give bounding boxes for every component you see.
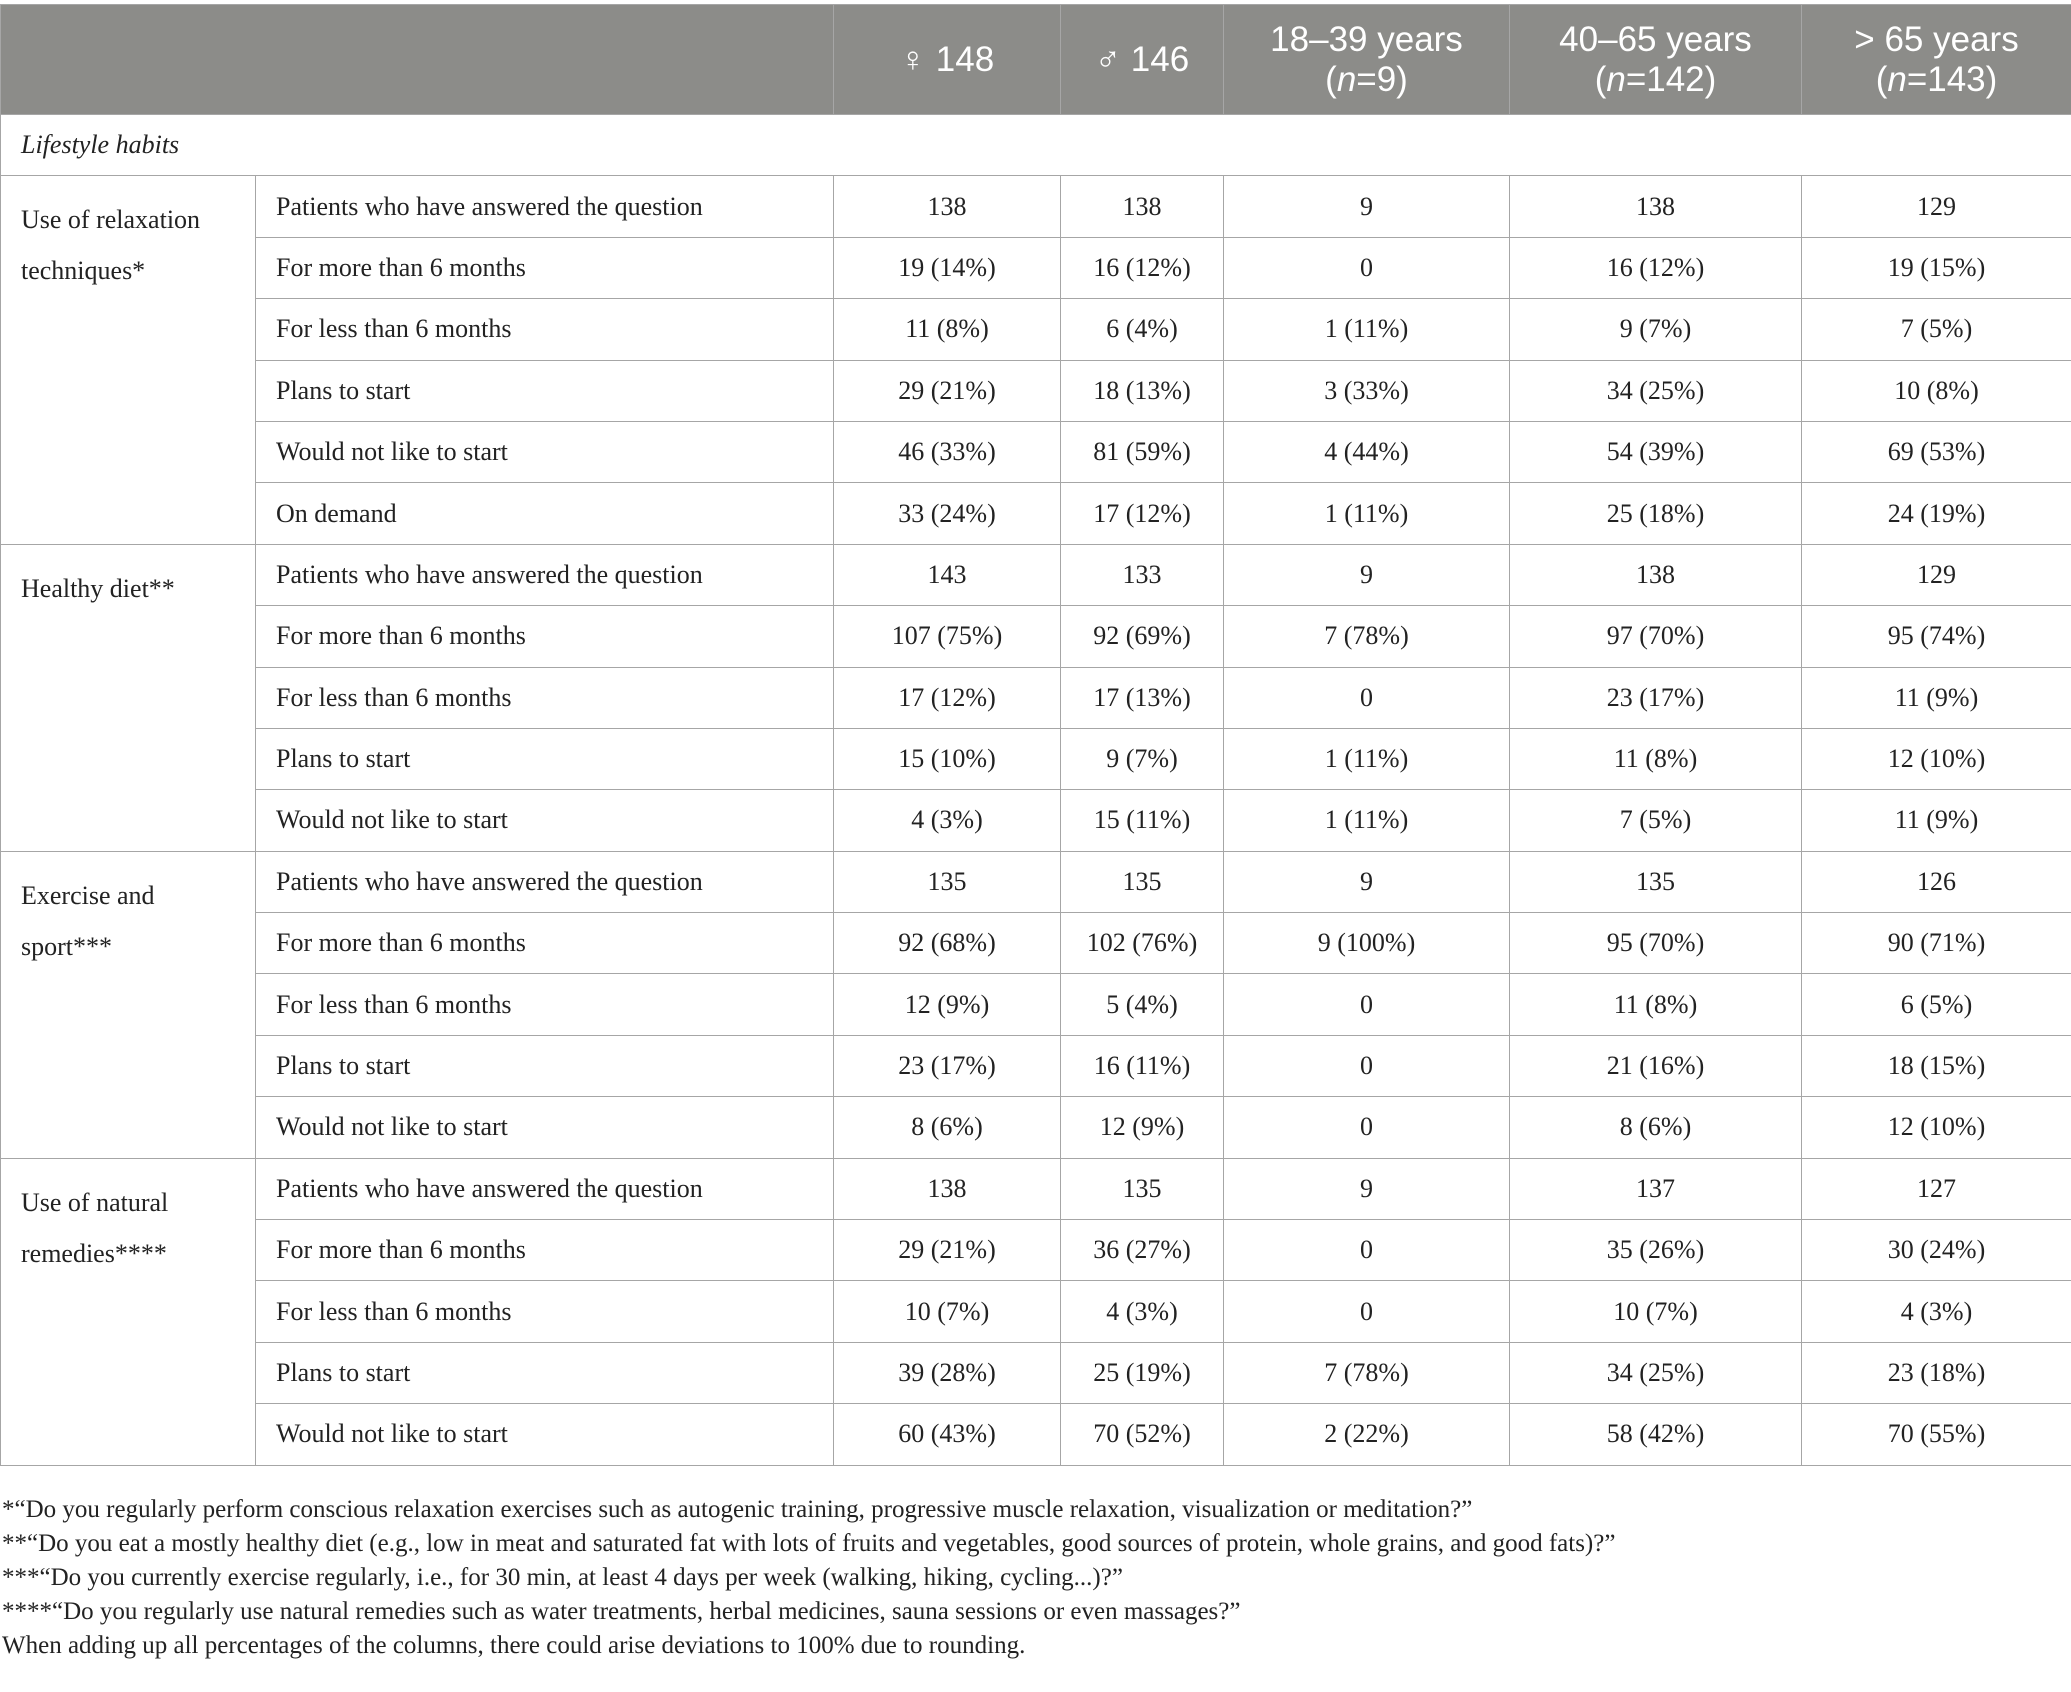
value-cell: 9 — [1224, 1158, 1510, 1219]
value-cell: 10 (8%) — [1802, 360, 2071, 421]
section-title: Lifestyle habits — [1, 115, 2071, 176]
row-label: For less than 6 months — [256, 1281, 834, 1342]
value-cell: 0 — [1224, 1220, 1510, 1281]
value-cell: 39 (28%) — [834, 1342, 1061, 1403]
row-label: Would not like to start — [256, 1404, 834, 1465]
table-row — [1, 360, 2071, 421]
row-label: For more than 6 months — [256, 913, 834, 974]
value-cell: 25 (19%) — [1061, 1342, 1224, 1403]
value-cell: 18 (13%) — [1061, 360, 1224, 421]
value-cell: 9 (7%) — [1510, 299, 1802, 360]
value-cell: 10 (7%) — [1510, 1281, 1802, 1342]
value-cell: 54 (39%) — [1510, 421, 1802, 482]
value-cell: 21 (16%) — [1510, 1035, 1802, 1096]
value-cell: 8 (6%) — [834, 1097, 1061, 1158]
footnotes — [2, 1493, 2062, 1663]
value-cell: 1 (11%) — [1224, 728, 1510, 789]
value-cell: 0 — [1224, 974, 1510, 1035]
header-empty-cell — [1, 5, 834, 115]
value-cell: 129 — [1802, 544, 2071, 605]
value-cell: 95 (70%) — [1510, 913, 1802, 974]
footnote: **“Do you eat a mostly healthy diet (e.g., low in meat and saturated fat with lots of fruits and vegetables, good sources of protein, whole grains, and good fats)?” — [2, 1530, 1616, 1557]
value-cell: 17 (13%) — [1061, 667, 1224, 728]
table-row — [1, 1220, 2071, 1281]
value-cell: 138 — [1061, 176, 1224, 237]
table-header-row — [1, 5, 2071, 115]
row-label: Plans to start — [256, 728, 834, 789]
row-label: For more than 6 months — [256, 1220, 834, 1281]
table-row — [1, 1097, 2071, 1158]
value-cell: 4 (44%) — [1224, 421, 1510, 482]
value-cell: 138 — [834, 176, 1061, 237]
value-cell: 19 (14%) — [834, 237, 1061, 298]
row-label: Patients who have answered the question — [256, 1158, 834, 1219]
value-cell: 8 (6%) — [1510, 1097, 1802, 1158]
n-label: n — [1336, 59, 1357, 99]
row-label: For less than 6 months — [256, 667, 834, 728]
n-label: n — [1887, 59, 1907, 99]
value-cell: 6 (4%) — [1061, 299, 1224, 360]
value-cell: 17 (12%) — [834, 667, 1061, 728]
value-cell: 0 — [1224, 667, 1510, 728]
row-label: For less than 6 months — [256, 974, 834, 1035]
row-label: Patients who have answered the question — [256, 176, 834, 237]
value-cell: 102 (76%) — [1061, 913, 1224, 974]
female-symbol-icon: ♀ — [899, 39, 927, 79]
value-cell: 133 — [1061, 544, 1224, 605]
row-label: Would not like to start — [256, 790, 834, 851]
value-cell: 4 (3%) — [1061, 1281, 1224, 1342]
footnote: *“Do you regularly perform conscious relaxation exercises such as autogenic training, progressive muscle relaxation, visualization or meditation?” — [2, 1496, 1473, 1523]
value-cell: 46 (33%) — [834, 421, 1061, 482]
value-cell: 60 (43%) — [834, 1404, 1061, 1465]
value-cell: 15 (10%) — [834, 728, 1061, 789]
value-cell: 11 (9%) — [1802, 667, 2071, 728]
table-row — [1, 1281, 2071, 1342]
table-row — [1, 851, 2071, 912]
value-cell: 143 — [834, 544, 1061, 605]
value-cell: 23 (18%) — [1802, 1342, 2071, 1403]
value-cell: 1 (11%) — [1224, 790, 1510, 851]
value-cell: 58 (42%) — [1510, 1404, 1802, 1465]
table-row — [1, 790, 2071, 851]
value-cell: 9 — [1224, 851, 1510, 912]
value-cell: 126 — [1802, 851, 2071, 912]
value-cell: 95 (74%) — [1802, 606, 2071, 667]
category-cell: Healthy diet** — [1, 544, 256, 851]
value-cell: 11 (8%) — [1510, 728, 1802, 789]
footnote: When adding up all percentages of the columns, there could arise deviations to 100% due to rounding. — [2, 1632, 1026, 1659]
table-row — [1, 1404, 2071, 1465]
header-female — [834, 5, 1061, 115]
table-row — [1, 483, 2071, 544]
row-label: Plans to start — [256, 1342, 834, 1403]
n-value: =9) — [1356, 59, 1408, 99]
value-cell: 16 (12%) — [1061, 237, 1224, 298]
category-cell: Use of relaxation techniques* — [1, 176, 256, 544]
row-label: For less than 6 months — [256, 299, 834, 360]
header-age-over-65: > 65 years (n=143) — [1802, 5, 2071, 115]
value-cell: 9 (7%) — [1061, 728, 1224, 789]
male-symbol-icon: ♂ — [1094, 39, 1122, 79]
row-label: For more than 6 months — [256, 237, 834, 298]
value-cell: 29 (21%) — [834, 1220, 1061, 1281]
row-label: For more than 6 months — [256, 606, 834, 667]
value-cell: 19 (15%) — [1802, 237, 2071, 298]
table-row — [1, 974, 2071, 1035]
value-cell: 7 (78%) — [1224, 1342, 1510, 1403]
value-cell: 135 — [1061, 1158, 1224, 1219]
table-row — [1, 667, 2071, 728]
table-row — [1, 1158, 2071, 1219]
header-male — [1061, 5, 1224, 115]
value-cell: 97 (70%) — [1510, 606, 1802, 667]
value-cell: 7 (5%) — [1802, 299, 2071, 360]
footnote: ****“Do you regularly use natural remedies such as water treatments, herbal medicines, sauna sessions or even massages?” — [2, 1598, 1241, 1625]
value-cell: 12 (9%) — [834, 974, 1061, 1035]
value-cell: 11 (8%) — [834, 299, 1061, 360]
value-cell: 138 — [834, 1158, 1061, 1219]
female-count: 148 — [935, 39, 995, 79]
n-label: n — [1606, 59, 1626, 99]
value-cell: 69 (53%) — [1802, 421, 2071, 482]
value-cell: 35 (26%) — [1510, 1220, 1802, 1281]
value-cell: 127 — [1802, 1158, 2071, 1219]
value-cell: 12 (10%) — [1802, 1097, 2071, 1158]
value-cell: 90 (71%) — [1802, 913, 2071, 974]
table-row — [1, 299, 2071, 360]
value-cell: 6 (5%) — [1802, 974, 2071, 1035]
table-row — [1, 544, 2071, 605]
value-cell: 24 (19%) — [1802, 483, 2071, 544]
value-cell: 70 (52%) — [1061, 1404, 1224, 1465]
value-cell: 23 (17%) — [834, 1035, 1061, 1096]
value-cell: 15 (11%) — [1061, 790, 1224, 851]
value-cell: 0 — [1224, 1035, 1510, 1096]
value-cell: 9 (100%) — [1224, 913, 1510, 974]
value-cell: 33 (24%) — [834, 483, 1061, 544]
value-cell: 16 (12%) — [1510, 237, 1802, 298]
table-body — [1, 115, 2071, 1466]
value-cell: 138 — [1510, 544, 1802, 605]
value-cell: 11 (9%) — [1802, 790, 2071, 851]
value-cell: 129 — [1802, 176, 2071, 237]
value-cell: 34 (25%) — [1510, 360, 1802, 421]
value-cell: 92 (69%) — [1061, 606, 1224, 667]
value-cell: 23 (17%) — [1510, 667, 1802, 728]
value-cell: 12 (10%) — [1802, 728, 2071, 789]
table-row — [1, 913, 2071, 974]
row-label: Plans to start — [256, 1035, 834, 1096]
age-group-label: 40–65 years — [1559, 19, 1752, 59]
section-row — [1, 115, 2071, 176]
table-row — [1, 421, 2071, 482]
footnote: ***“Do you currently exercise regularly, i.e., for 30 min, at least 4 days per week (walking, hiking, cycling...)?” — [2, 1564, 1123, 1591]
value-cell: 4 (3%) — [834, 790, 1061, 851]
value-cell: 30 (24%) — [1802, 1220, 2071, 1281]
row-label: Plans to start — [256, 360, 834, 421]
value-cell: 138 — [1510, 176, 1802, 237]
value-cell: 16 (11%) — [1061, 1035, 1224, 1096]
value-cell: 17 (12%) — [1061, 483, 1224, 544]
value-cell: 2 (22%) — [1224, 1404, 1510, 1465]
value-cell: 0 — [1224, 1097, 1510, 1158]
value-cell: 5 (4%) — [1061, 974, 1224, 1035]
row-label: Would not like to start — [256, 421, 834, 482]
value-cell: 9 — [1224, 544, 1510, 605]
age-group-label: 18–39 years — [1270, 19, 1463, 59]
value-cell: 0 — [1224, 237, 1510, 298]
value-cell: 12 (9%) — [1061, 1097, 1224, 1158]
row-label: Patients who have answered the question — [256, 851, 834, 912]
n-value: =142) — [1625, 59, 1717, 99]
table-row — [1, 606, 2071, 667]
category-cell: Exercise and sport*** — [1, 851, 256, 1158]
table-row — [1, 1035, 2071, 1096]
table-row — [1, 1342, 2071, 1403]
value-cell: 81 (59%) — [1061, 421, 1224, 482]
category-cell: Use of natural remedies**** — [1, 1158, 256, 1465]
value-cell: 70 (55%) — [1802, 1404, 2071, 1465]
table-row — [1, 728, 2071, 789]
value-cell: 137 — [1510, 1158, 1802, 1219]
value-cell: 4 (3%) — [1802, 1281, 2071, 1342]
value-cell: 10 (7%) — [834, 1281, 1061, 1342]
row-label: Would not like to start — [256, 1097, 834, 1158]
value-cell: 135 — [1061, 851, 1224, 912]
lifestyle-habits-table — [0, 4, 2071, 1466]
value-cell: 3 (33%) — [1224, 360, 1510, 421]
male-count: 146 — [1130, 39, 1190, 79]
header-age-18-39: 18–39 years (n=9) — [1224, 5, 1510, 115]
n-value: =143) — [1906, 59, 1998, 99]
table-row — [1, 237, 2071, 298]
age-group-label: > 65 years — [1854, 19, 2019, 59]
header-age-40-65: 40–65 years (n=142) — [1510, 5, 1802, 115]
value-cell: 18 (15%) — [1802, 1035, 2071, 1096]
value-cell: 135 — [834, 851, 1061, 912]
row-label: On demand — [256, 483, 834, 544]
value-cell: 135 — [1510, 851, 1802, 912]
value-cell: 36 (27%) — [1061, 1220, 1224, 1281]
value-cell: 0 — [1224, 1281, 1510, 1342]
value-cell: 25 (18%) — [1510, 483, 1802, 544]
value-cell: 1 (11%) — [1224, 299, 1510, 360]
value-cell: 107 (75%) — [834, 606, 1061, 667]
value-cell: 9 — [1224, 176, 1510, 237]
value-cell: 7 (78%) — [1224, 606, 1510, 667]
value-cell: 7 (5%) — [1510, 790, 1802, 851]
value-cell: 29 (21%) — [834, 360, 1061, 421]
value-cell: 92 (68%) — [834, 913, 1061, 974]
value-cell: 34 (25%) — [1510, 1342, 1802, 1403]
value-cell: 1 (11%) — [1224, 483, 1510, 544]
value-cell: 11 (8%) — [1510, 974, 1802, 1035]
row-label: Patients who have answered the question — [256, 544, 834, 605]
table-row — [1, 176, 2071, 237]
